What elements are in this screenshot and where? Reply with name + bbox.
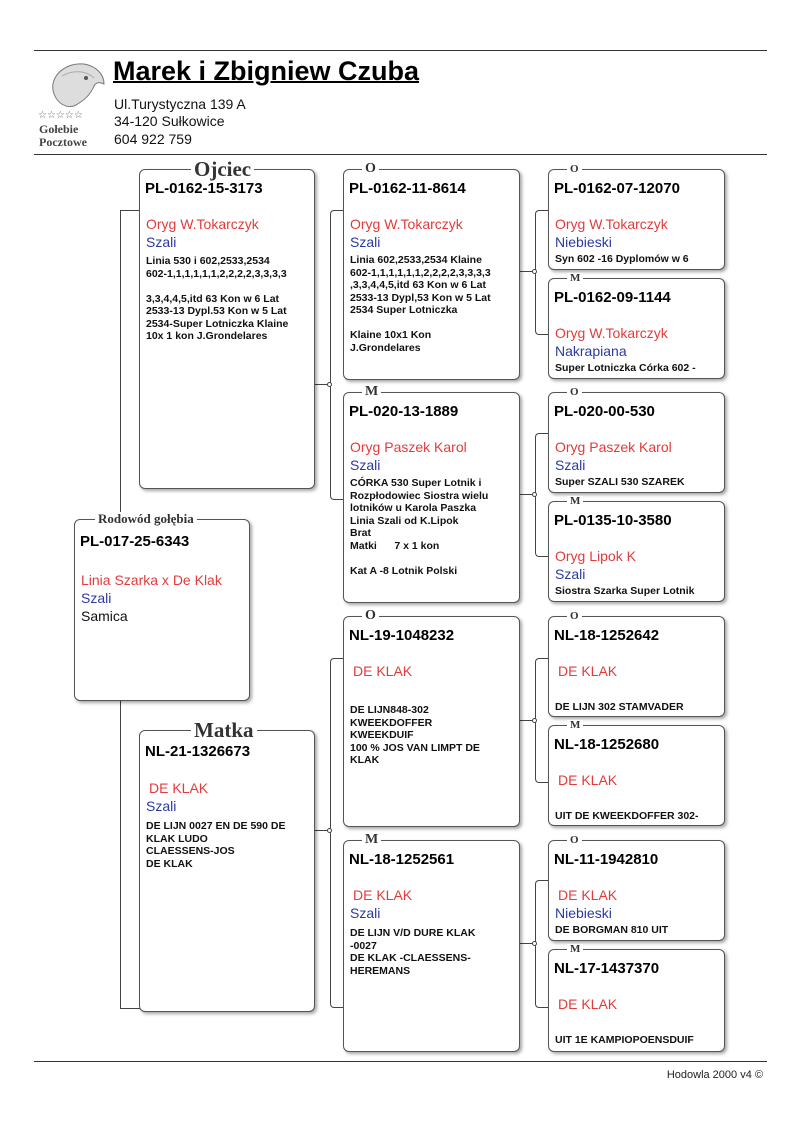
pigeon-color: Niebieski xyxy=(555,234,612,250)
pigeon-color: Szali xyxy=(350,234,381,250)
label-sire: O xyxy=(362,162,379,176)
owner-name: Marek i Zbigniew Czuba xyxy=(113,56,420,86)
pigeon-card-mother-mother[interactable] xyxy=(343,840,520,1052)
ring-number: PL-020-13-1889 xyxy=(349,403,459,420)
ring-number: NL-17-1437370 xyxy=(554,960,660,977)
pedigree-notes: CÓRKA 530 Super Lotnik i Rozpłodowiec Siostra wielu lotników u Karola Paszka Linia Szali od K.Lipok Brat Matki 7 x 1 kon Kat A -8 Lotnik Polski xyxy=(350,477,489,577)
pigeon-card-mmf[interactable] xyxy=(548,840,725,941)
ring-number: PL-0162-11-8614 xyxy=(349,180,466,197)
top-rule xyxy=(34,50,767,51)
label-dam: M xyxy=(567,496,583,507)
connector-father-dot xyxy=(327,382,332,387)
label-sire: O xyxy=(567,835,582,846)
label-dam: M xyxy=(567,944,583,955)
ring-number: NL-18-1252642 xyxy=(554,627,660,644)
pedigree-notes: DE LIJN848-302 KWEEKDOFFER KWEEKDUIF 100 % JOS VAN LIMPT DE KLAK xyxy=(350,704,480,766)
pedigree-notes: UIT 1E KAMPIOPOENSDUIF xyxy=(555,1034,694,1046)
pedigree-notes: Syn 602 -16 Dyplomów w 6 xyxy=(555,253,689,265)
pedigree-notes: DE LIJN 302 STAMVADER xyxy=(555,701,684,713)
breeder-name: DE KLAK xyxy=(353,663,413,679)
label-sire: O xyxy=(567,387,582,398)
connector-ff-dot xyxy=(532,269,537,274)
footer-rule xyxy=(34,1061,767,1062)
connector-mm-dot xyxy=(532,941,537,946)
svg-text:☆☆☆☆☆: ☆☆☆☆☆ xyxy=(38,110,83,121)
label-sire: O xyxy=(362,609,379,623)
pedigree-notes: UIT DE KWEEKDOFFER 302- xyxy=(555,810,699,822)
pigeon-card-fmf[interactable] xyxy=(548,392,725,493)
pigeon-card-father-father[interactable] xyxy=(343,169,520,380)
label-sire: O xyxy=(567,611,582,622)
label-dam: M xyxy=(567,273,583,284)
ring-number: NL-18-1252680 xyxy=(554,736,660,753)
ring-number: PL-020-00-530 xyxy=(554,403,655,420)
ring-number: PL-0162-09-1144 xyxy=(554,289,671,306)
connector-mf-dot xyxy=(532,718,537,723)
breeder-name: Oryg W.Tokarczyk xyxy=(146,216,259,232)
breeder-name: Oryg Lipok K xyxy=(555,548,636,564)
section-title-mother: Matka xyxy=(191,720,257,741)
pedigree-notes: Siostra Szarka Super Lotnik xyxy=(555,585,695,597)
pigeon-color: Szali xyxy=(555,566,586,582)
address-street: Ul.Turystyczna 139 A xyxy=(114,96,246,112)
pedigree-notes: Linia 530 i 602,2533,2534 602-1,1,1,1,1,1,2,2,2,2,3,3,3,3 3,3,4,4,5,itd 63 Kon w 6 Lat 2533-13 Dypl.53 Kon w 5 Lat 2534-Super Lotniczka Klaine 10x 1 kon J.Grondelares xyxy=(146,255,289,342)
logo-text-top: Gołebie xyxy=(39,122,79,136)
software-credit: Hodowla 2000 v4 © xyxy=(666,1069,763,1081)
pigeon-color: Szali xyxy=(555,457,586,473)
pigeon-card-mfm[interactable] xyxy=(548,725,725,826)
breeder-name: DE KLAK xyxy=(353,887,413,903)
logo-text-bottom: Pocztowe xyxy=(39,135,87,149)
pigeon-card-mother[interactable] xyxy=(139,730,315,1012)
pigeon-card-subject[interactable] xyxy=(74,519,250,701)
pigeon-card-fmm[interactable] xyxy=(548,501,725,602)
ring-number: NL-21-1326673 xyxy=(145,743,251,760)
phone-number: 604 922 759 xyxy=(114,131,192,147)
connector-fm-dot xyxy=(532,492,537,497)
pigeon-card-father-mother[interactable] xyxy=(343,392,520,603)
breeder-name: Oryg W.Tokarczyk xyxy=(555,216,668,232)
pigeon-color: Szali xyxy=(146,234,177,250)
pigeon-sex: Samica xyxy=(81,608,128,624)
label-sire: O xyxy=(567,164,582,175)
section-title-father: Ojciec xyxy=(191,159,254,180)
section-title-pedigree: Rodowód gołębia xyxy=(95,512,197,525)
pigeon-color: Niebieski xyxy=(555,905,612,921)
pedigree-notes: Super Lotniczka Córka 602 - xyxy=(555,362,696,374)
ring-number: NL-11-1942810 xyxy=(554,851,659,868)
breeder-name: DE KLAK xyxy=(149,780,209,796)
address-city: 34-120 Sułkowice xyxy=(114,113,225,129)
breeder-name: Oryg W.Tokarczyk xyxy=(555,325,668,341)
pedigree-notes: Super SZALI 530 SZAREK xyxy=(555,476,685,488)
pedigree-notes: Linia 602,2533,2534 Klaine 602-1,1,1,1,1,1,2,2,2,2,3,3,3,3 ,3,3,4,4,5,itd 63 Kon w 6 Lat 2533-13 Dypl,53 Kon w 5 Lat 2534 Super Lotniczka Klaine 10x1 Kon J.Grondelares xyxy=(350,254,491,354)
header-rule xyxy=(34,154,767,155)
label-dam: M xyxy=(362,833,381,847)
ring-number: PL-0162-07-12070 xyxy=(554,180,680,197)
ring-number: NL-19-1048232 xyxy=(349,627,455,644)
pigeon-logo xyxy=(34,56,108,148)
pedigree-notes: DE LIJN 0027 EN DE 590 DE KLAK LUDO CLAESSENS-JOS DE KLAK xyxy=(146,820,286,870)
breeder-name: Oryg Paszek Karol xyxy=(555,439,672,455)
breeder-name: Linia Szarka x De Klak xyxy=(81,572,222,588)
breeder-name: DE KLAK xyxy=(558,772,618,788)
ring-number: PL-0135-10-3580 xyxy=(554,512,672,529)
breeder-name: Oryg W.Tokarczyk xyxy=(350,216,463,232)
pigeon-card-fff[interactable] xyxy=(548,169,725,270)
pigeon-color: Nakrapiana xyxy=(555,343,627,359)
connector-mother-dot xyxy=(327,828,332,833)
pedigree-notes: DE BORGMAN 810 UIT xyxy=(555,924,669,936)
ring-number: PL-0162-15-3173 xyxy=(145,180,263,197)
pigeon-card-mmm[interactable] xyxy=(548,949,725,1052)
ring-number: PL-017-25-6343 xyxy=(80,533,190,550)
label-dam: M xyxy=(362,385,381,399)
breeder-name: DE KLAK xyxy=(558,663,618,679)
pigeon-color: Szali xyxy=(350,457,381,473)
label-dam: M xyxy=(567,720,583,731)
pigeon-color: Szali xyxy=(81,590,112,606)
pigeon-color: Szali xyxy=(146,798,177,814)
pigeon-card-ffm[interactable] xyxy=(548,278,725,379)
pigeon-card-mff[interactable] xyxy=(548,616,725,717)
breeder-name: DE KLAK xyxy=(558,887,618,903)
pigeon-card-mother-father[interactable] xyxy=(343,616,520,827)
breeder-name: DE KLAK xyxy=(558,996,618,1012)
pigeon-card-father[interactable] xyxy=(139,169,315,489)
ring-number: NL-18-1252561 xyxy=(349,851,455,868)
breeder-name: Oryg Paszek Karol xyxy=(350,439,467,455)
pedigree-notes: DE LIJN V/D DURE KLAK -0027 DE KLAK -CLAESSENS- HEREMANS xyxy=(350,927,476,977)
pigeon-color: Szali xyxy=(350,905,381,921)
